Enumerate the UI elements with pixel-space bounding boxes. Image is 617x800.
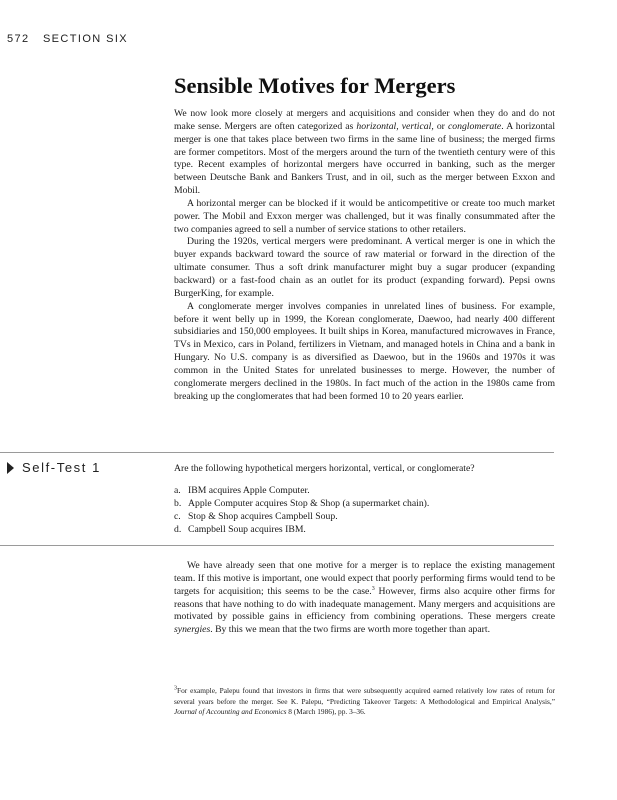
page-number: 572 bbox=[7, 33, 30, 45]
paragraph-1: We now look more closely at mergers and acquisitions and consider when they do and do not make sense. Mergers are often categorized as horizontal, vertical, or conglomerate. A horizontal merger is one that takes place between two firms in the same line of business; the merged firms are former competitors. Most of the mergers around the turn of the twentieth century were of this type. Recent examples of horizontal mergers have occurred in banking, such as the merger between Deutsche Bank and Bankers Trust, and in oil, such as the merger between Exxon and Mobil. bbox=[174, 108, 556, 197]
footnote: $^3$For example, Palepu found that investors in firms that were subsequently acquired earned relatively low rates of return for several years before the merger. See K. Palepu, “Predicting Takeover Targets: A Methodological and Empirical Analysis,” Journal of Accounting and Economics 8 (March 1986), pp. 3–36. bbox=[174, 685, 555, 717]
paragraph-5: We have already seen that one motive for a merger is to replace the existing management team. If this motive is important, one would expect that poorly performing firms would tend to be targets for acquisition; this seems to be the case.$^3$ However, firms also acquire other firms for reasons that have nothing to do with inadequate management. Many mergers and acquisitions are motivated by possible gains in efficiency from combining operations. These mergers create synergies. By this we mean that the two firms are worth more together than apart. bbox=[174, 560, 556, 636]
synergy-text bbox=[174, 560, 555, 637]
section-label: SECTION SIX bbox=[42, 33, 129, 45]
list-item: c. Stop & Shop acquires Campbell Soup. bbox=[174, 510, 338, 522]
running-header bbox=[7, 33, 128, 45]
list-item: d. Campbell Soup acquires IBM. bbox=[174, 523, 306, 535]
paragraph-2: A horizontal merger can be blocked if it would be anticompetitive or create too much market power. The Mobil and Exxon merger was challenged, but it was finally consummated after the two companies agreed to sell a number of service stations to other retailers. bbox=[174, 197, 555, 235]
triangle-marker-icon bbox=[7, 462, 14, 474]
list-item: a. IBM acquires Apple Computer. bbox=[174, 485, 310, 496]
self-test-label: Self-Test 1 bbox=[7, 460, 101, 475]
paragraph-3: During the 1920s, vertical mergers were predominant. A vertical merger is one in which the buyer expands backward toward the source of raw material or forward in the direction of the ultimate consumer. Thus a soft drink manufacturer might buy a sugar producer (expanding backward) or a fast-food chain as an outlet for its product (expanding forward). Pepsi owns BurgerKing, for example. bbox=[174, 236, 555, 299]
footnote-reference: 3 bbox=[371, 585, 375, 592]
self-test-question: Are the following hypothetical mergers horizontal, vertical, or conglomerate? bbox=[174, 463, 475, 474]
intro-text bbox=[174, 108, 555, 403]
list-item: b. Apple Computer acquires Stop & Shop (a supermarket chain). bbox=[174, 497, 430, 509]
paragraph-4: A conglomerate merger involves companies in unrelated lines of business. For example, before it went belly up in 1999, the Korean conglomerate, Daewoo, had nearly 400 different subsidiaries and 150,000 employees. It built ships in Korea, manufactured microwaves in France, TVs in Mexico, cars in Poland, fertilizers in Vietnam, and managed hotels in China and a bank in Hungary. No U.S. company is as diversified as Daewoo, but in the 1960s and 1970s it was common in the United States for unrelated businesses to merge. However, the number of conglomerate mergers declined in the 1980s. In fact much of the action in the 1980s came from breaking up the conglomerates that had been formed 10 to 20 years earlier. bbox=[174, 300, 555, 402]
self-test-options bbox=[174, 485, 429, 537]
divider-bottom bbox=[0, 545, 554, 546]
page-title: Sensible Motives for Mergers bbox=[174, 73, 456, 98]
divider-top bbox=[0, 452, 554, 453]
